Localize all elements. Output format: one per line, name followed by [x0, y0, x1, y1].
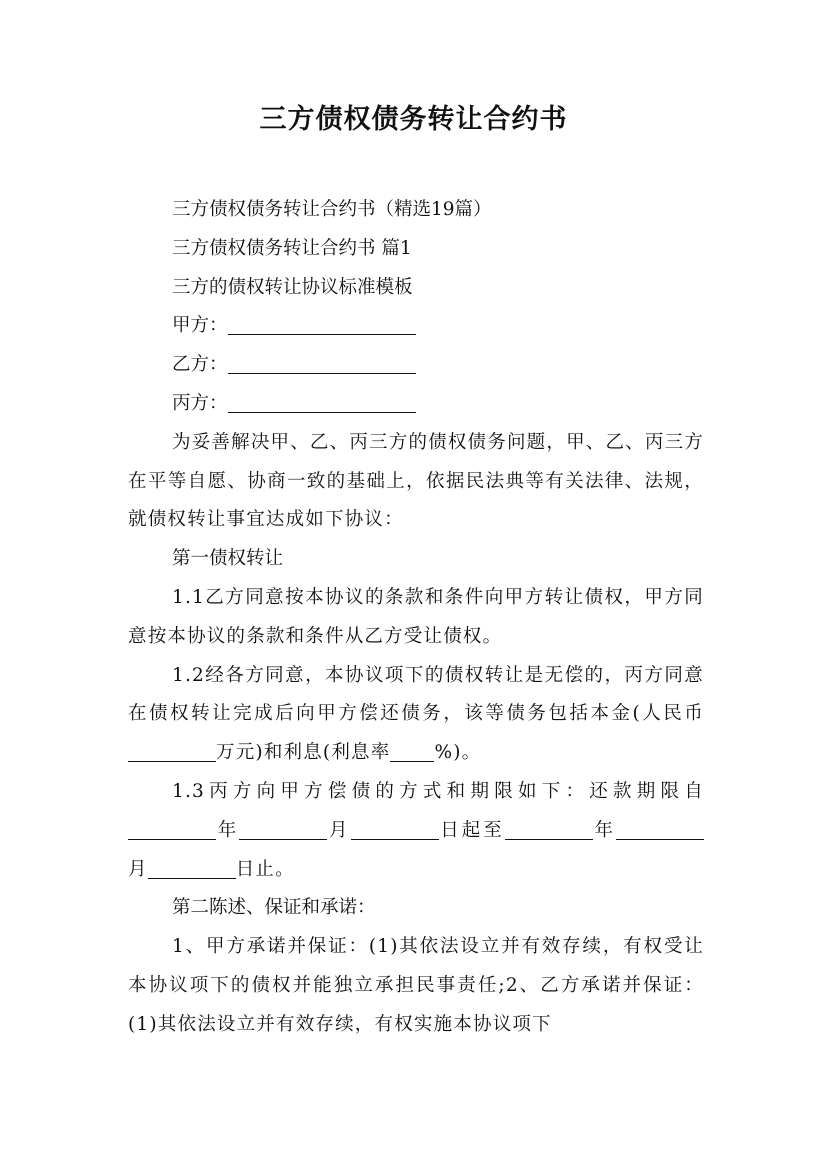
- intro-paragraph: 为妥善解决甲、乙、丙三方的债权债务问题，甲、乙、丙三方在平等自愿、协商一致的基础上，依据民法典等有关法律、法规，就债权转让事宜达成如下协议：: [128, 431, 704, 531]
- end-month-label: 月: [128, 858, 148, 880]
- end-day-blank: [148, 858, 236, 879]
- template-name-line: 三方的债权转让协议标准模板: [172, 276, 413, 298]
- party-a-line: [128, 307, 704, 346]
- party-b-line: [128, 346, 704, 385]
- start-day-to-label: 日起至: [438, 819, 505, 841]
- clause-1-3-text-a: 1.3丙方向甲方偿债的方式和期限如下：还款期限自: [172, 780, 704, 802]
- party-b-blank: [228, 353, 416, 374]
- party-a-blank: [228, 314, 416, 335]
- clause-1-2: [128, 657, 704, 773]
- end-day-label: 日止。: [235, 858, 295, 880]
- clause-2: 1、甲方承诺并保证：(1)其依法设立并有效存续，有权受让本协议项下的债权并能独立承担民事责任;2、乙方承诺并保证：(1)其依法设立并有效存续，有权实施本协议项下: [128, 936, 704, 1035]
- party-b-label: 乙方：: [172, 354, 228, 376]
- subtitle-line: 三方债权债务转让合约书（精选19篇）: [172, 199, 492, 220]
- section1-title: 第一债权转让: [172, 548, 284, 570]
- chapter-line: 三方债权债务转让合约书 篇1: [172, 237, 412, 259]
- party-c-label: 丙方：: [172, 392, 228, 414]
- clause-1-2-text-a: 1.2经各方同意，本协议项下的债权转让是无偿的，丙方同意在债权转让完成后向甲方偿还债务，该等债务包括本金(人民币: [128, 664, 704, 725]
- principal-blank: [128, 741, 216, 762]
- start-year-blank: [128, 819, 216, 840]
- interest-rate-blank: [390, 741, 434, 762]
- party-a-label: 甲方：: [172, 315, 228, 337]
- start-day-blank: [351, 819, 439, 840]
- section2-title: 第二陈述、保证和承诺：: [172, 897, 376, 919]
- end-year-label: 年: [592, 819, 617, 841]
- party-c-line: [128, 385, 704, 424]
- party-c-blank: [228, 392, 416, 413]
- document-title: 三方债权债务转让合约书: [259, 104, 568, 135]
- start-year-label: 年: [216, 819, 240, 841]
- clause-1-1: 1.1乙方同意按本协议的条款和条件向甲方转让债权，甲方同意按本协议的条款和条件从乙方受让债权。: [128, 586, 704, 647]
- end-month-blank: [616, 819, 704, 840]
- end-year-blank: [505, 819, 593, 840]
- document-body: [128, 191, 704, 1045]
- clause-1-2-text-c: %)。: [434, 742, 482, 764]
- clause-1-2-text-b: 万元)和利息(利息率: [216, 742, 391, 764]
- start-month-label: 月: [327, 819, 351, 841]
- clause-1-3: [128, 773, 704, 889]
- start-month-blank: [239, 819, 327, 840]
